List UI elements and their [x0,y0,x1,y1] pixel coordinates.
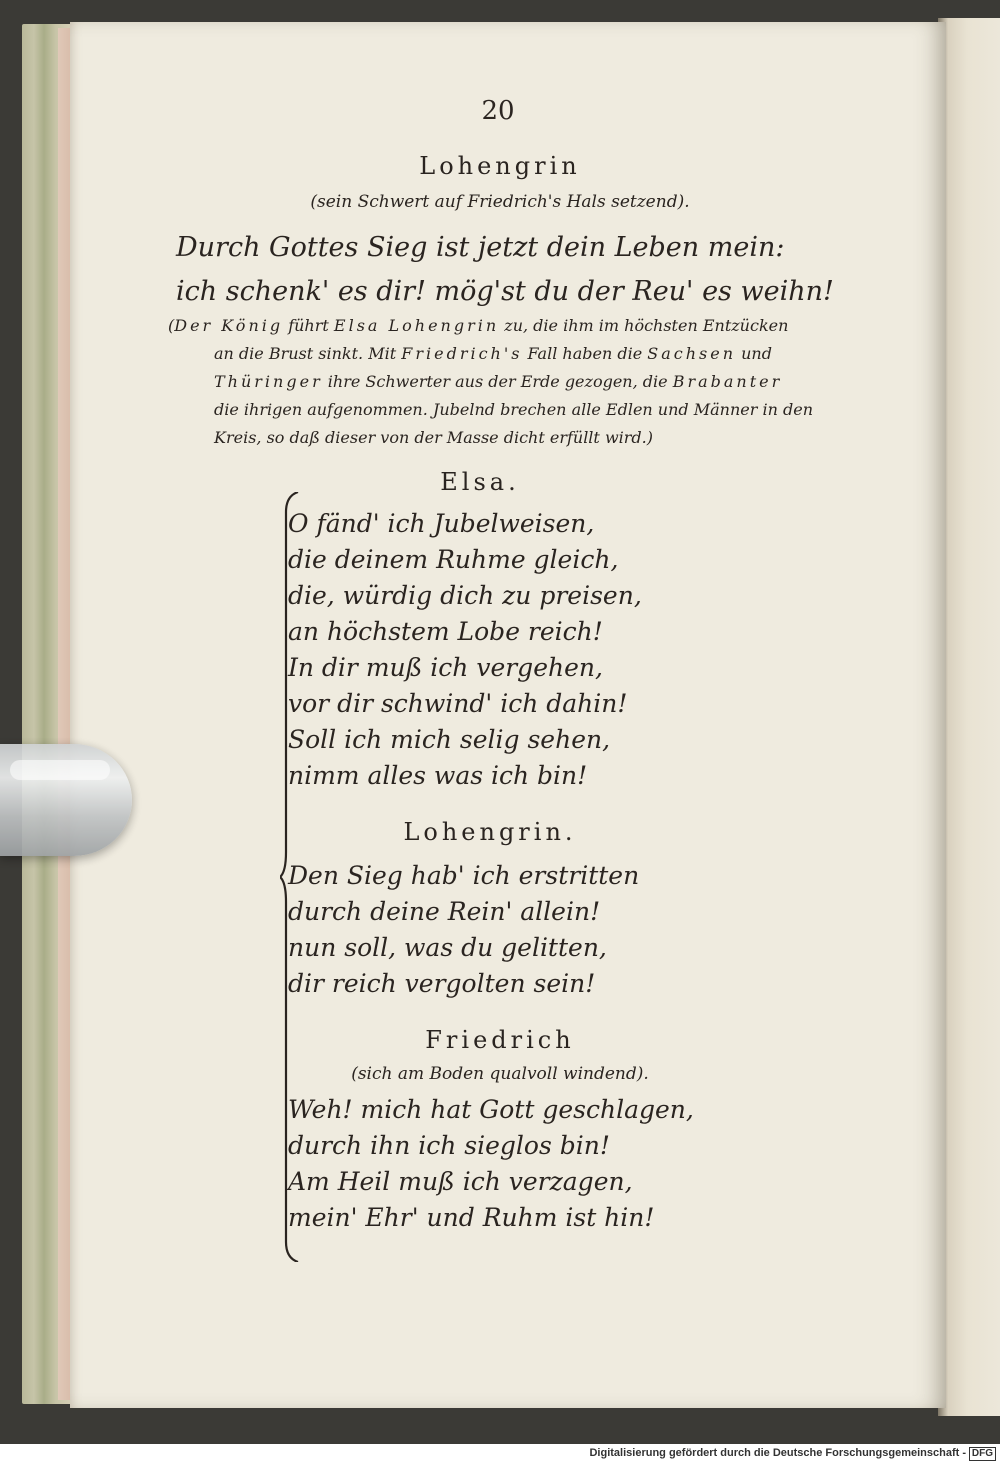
digitization-credit: Digitalisierung gefördert durch die Deutsche Forschungsgemeinschaft - [589,1447,966,1459]
verse-line: an höchstem Lobe reich! [288,617,603,646]
verse-line: die, würdig dich zu preisen, [288,581,642,610]
verse-lohengrin-opening [176,226,834,314]
verse-line: In dir muß ich vergehen, [288,653,603,682]
verse-line: durch ihn ich sieglos bin! [288,1131,610,1160]
verse-line: durch deine Rein' allein! [288,897,601,926]
verse-line: dir reich vergolten sein! [288,969,596,998]
verse-line: Am Heil muß ich verzagen, [288,1167,633,1196]
verse-line: O fänd' ich Jubelweisen, [288,509,595,538]
verse-lohengrin [288,858,639,1002]
stage-line: Thüringer ihre Schwerter aus der Erde gezogen, die Brabanter [214,372,783,391]
verse-friedrich [288,1092,694,1236]
verse-line: die deinem Ruhme gleich, [288,545,619,574]
verse-line: ich schenk' es dir! mög'st du der Reu' es weihn! [176,276,834,307]
verse-elsa [288,506,642,794]
speaker-lohengrin: Lohengrin [419,152,581,180]
speaker-elsa: Elsa. [440,468,520,496]
page-content [70,22,946,1408]
verse-line: Soll ich mich selig sehen, [288,725,611,754]
speaker-lohengrin-2: Lohengrin. [403,818,577,846]
verse-line: mein' Ehr' und Ruhm ist hin! [288,1203,655,1232]
stage-line: (Der König führt Elsa Lohengrin zu, die ihm im höchsten Entzücken [168,316,789,335]
verse-line: Weh! mich hat Gott geschlagen, [288,1095,694,1124]
verse-line: vor dir schwind' ich dahin! [288,689,628,718]
verse-line: Durch Gottes Sieg ist jetzt dein Leben mein: [176,232,785,263]
facing-page-edge [938,18,1000,1416]
verse-line: nimm alles was ich bin! [288,761,588,790]
stage-line: an die Brust sinkt. Mit Friedrich's Fall haben die Sachsen und [214,344,772,363]
stage-direction-writhing: (sich am Boden qualvoll windend). [351,1064,649,1084]
scanner-finger-highlight [10,760,110,780]
stage-line: die ihrigen aufgenommen. Jubelnd brechen alle Edlen und Männer in den [214,400,813,419]
verse-line: Den Sieg hab' ich erstritten [288,861,640,890]
page-number: 20 [481,96,515,126]
stage-direction-sword: (sein Schwert auf Friedrich's Hals setzend). [310,192,690,212]
stage-direction-block [168,312,848,452]
stage-line: Kreis, so daß dieser von der Masse dicht erfüllt wird.) [214,428,653,447]
speaker-friedrich: Friedrich [425,1026,575,1054]
verse-line: nun soll, was du gelitten, [288,933,607,962]
dfg-logo: DFG [969,1447,996,1461]
book-page [70,22,946,1408]
